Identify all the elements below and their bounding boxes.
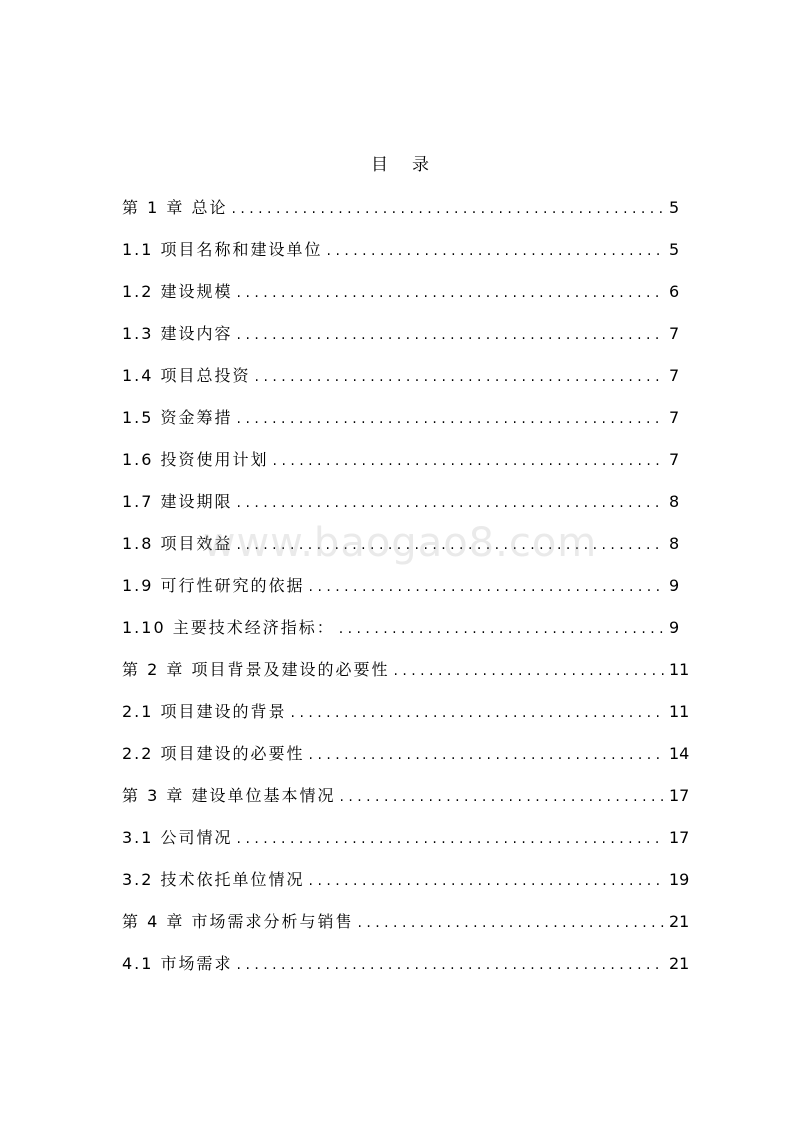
- toc-entry-label: 第 2 章 项目背景及建设的必要性: [122, 660, 390, 679]
- toc-entry-label: 1.9 可行性研究的依据: [122, 576, 305, 595]
- toc-entry-label: 1.2 建设规模: [122, 282, 233, 301]
- toc-entry-label: 1.1 项目名称和建设单位: [122, 240, 323, 259]
- toc-leader-dots: [357, 906, 665, 939]
- toc-entry[interactable]: [122, 738, 690, 780]
- toc-entry-page-number: 21: [669, 912, 690, 931]
- toc-entry-page-number: 7: [669, 366, 680, 385]
- toc-entry-page-number: 5: [669, 198, 680, 217]
- toc-leader-dots: [309, 570, 665, 603]
- toc-entry[interactable]: [122, 276, 679, 318]
- toc-leader-dots: [309, 738, 665, 771]
- toc-entry-label: 2.2 项目建设的必要性: [122, 744, 305, 763]
- toc-leader-dots: [273, 444, 665, 477]
- toc-leader-dots: [237, 822, 665, 855]
- toc-list: [122, 192, 690, 990]
- toc-entry-page-number: 9: [669, 618, 680, 637]
- toc-entry-label: 1.7 建设期限: [122, 492, 233, 511]
- toc-leader-dots: [255, 360, 665, 393]
- toc-entry-label: 1.6 投资使用计划: [122, 450, 269, 469]
- toc-entry-label: 1.3 建设内容: [122, 324, 233, 343]
- toc-entry-label: 4.1 市场需求: [122, 954, 233, 973]
- toc-entry[interactable]: [122, 822, 690, 864]
- toc-entry-label: 3.2 技术依托单位情况: [122, 870, 305, 889]
- toc-entry[interactable]: [122, 948, 690, 990]
- toc-entry[interactable]: [122, 192, 679, 234]
- toc-entry-label: 第 3 章 建设单位基本情况: [122, 786, 336, 805]
- toc-entry-page-number: 19: [669, 870, 690, 889]
- toc-leader-dots: [309, 864, 665, 897]
- watermark: www.baogao8.com: [202, 520, 598, 566]
- toc-entry-page-number: 11: [669, 702, 690, 721]
- toc-entry[interactable]: [122, 234, 679, 276]
- toc-leader-dots: [237, 276, 665, 309]
- toc-entry-page-number: 9: [669, 576, 680, 595]
- toc-entry-page-number: 8: [669, 534, 680, 553]
- toc-entry[interactable]: [122, 612, 679, 654]
- toc-entry[interactable]: [122, 864, 690, 906]
- toc-leader-dots: [339, 612, 665, 645]
- toc-entry[interactable]: [122, 696, 690, 738]
- toc-entry-label: 3.1 公司情况: [122, 828, 233, 847]
- toc-entry[interactable]: [122, 318, 679, 360]
- toc-entry-label: 2.1 项目建设的背景: [122, 702, 287, 721]
- toc-entry-page-number: 7: [669, 450, 680, 469]
- toc-leader-dots: [237, 318, 665, 351]
- toc-entry-label: 1.10 主要技术经济指标：: [122, 618, 335, 637]
- toc-entry[interactable]: [122, 906, 690, 948]
- toc-entry[interactable]: [122, 780, 690, 822]
- toc-leader-dots: [339, 780, 665, 813]
- toc-entry[interactable]: [122, 360, 679, 402]
- toc-leader-dots: [237, 402, 665, 435]
- toc-entry-page-number: 17: [669, 786, 690, 805]
- toc-entry-page-number: 6: [669, 282, 680, 301]
- toc-entry[interactable]: [122, 570, 679, 612]
- toc-entry-label: 第 4 章 市场需求分析与销售: [122, 912, 354, 931]
- toc-entry-page-number: 5: [669, 240, 680, 259]
- toc-title: 目录: [371, 155, 453, 175]
- toc-entry-page-number: 7: [669, 408, 680, 427]
- toc-entry-page-number: 7: [669, 324, 680, 343]
- toc-entry[interactable]: [122, 486, 679, 528]
- toc-entry-page-number: 21: [669, 954, 690, 973]
- toc-entry-label: 第 1 章 总论: [122, 198, 228, 217]
- toc-entry[interactable]: [122, 654, 690, 696]
- toc-entry-label: 1.4 项目总投资: [122, 366, 251, 385]
- toc-leader-dots: [237, 528, 665, 561]
- toc-leader-dots: [291, 696, 665, 729]
- toc-entry-page-number: 17: [669, 828, 690, 847]
- toc-leader-dots: [237, 948, 665, 981]
- toc-entry-label: 1.8 项目效益: [122, 534, 233, 553]
- toc-entry[interactable]: [122, 402, 679, 444]
- toc-entry[interactable]: [122, 444, 679, 486]
- toc-entry-page-number: 14: [669, 744, 690, 763]
- toc-leader-dots: [393, 654, 665, 687]
- toc-entry-page-number: 11: [669, 660, 690, 679]
- toc-leader-dots: [231, 192, 665, 225]
- toc-entry-label: 1.5 资金筹措: [122, 408, 233, 427]
- toc-leader-dots: [237, 486, 665, 519]
- toc-entry-page-number: 8: [669, 492, 680, 511]
- toc-entry[interactable]: [122, 528, 679, 570]
- toc-leader-dots: [327, 234, 665, 267]
